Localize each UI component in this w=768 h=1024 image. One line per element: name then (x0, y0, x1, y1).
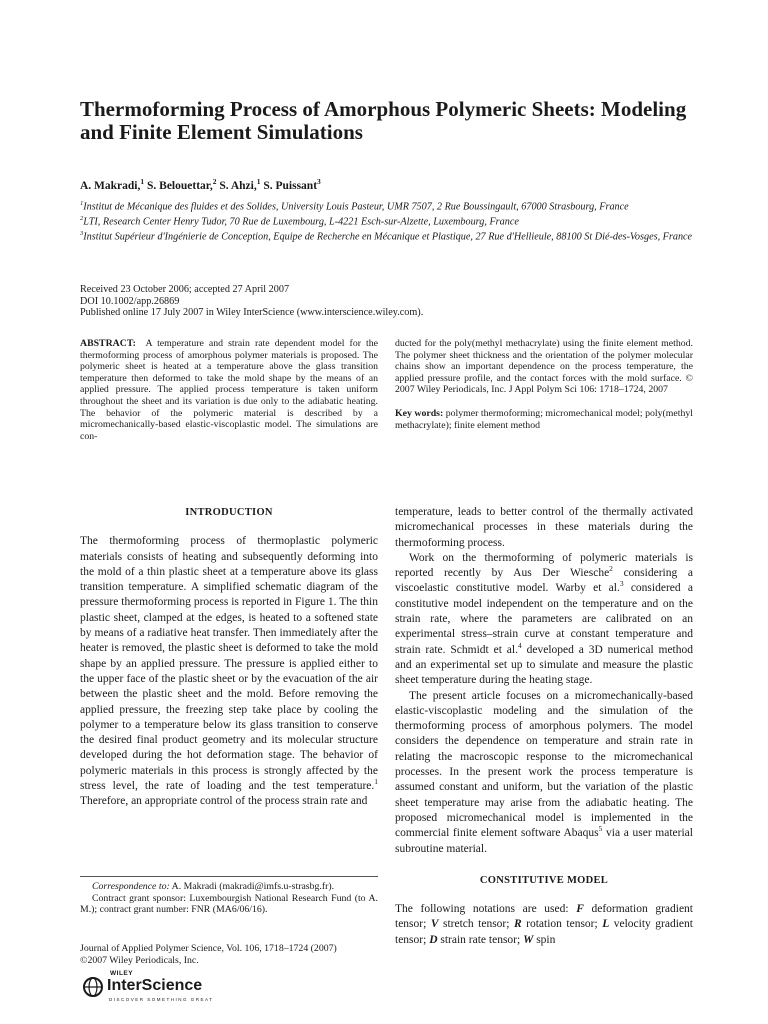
notation-paragraph (395, 902, 693, 948)
p2-sup-3: 4 (517, 640, 522, 650)
correspondence-line (80, 881, 378, 893)
author-1: A. Makradi, (80, 179, 141, 192)
intro-p1-sup: 1 (374, 777, 378, 787)
abstract-text-left: A temperature and strain rate dependent model for the thermoforming process of amorphous polymer materials is proposed. The polymeric sheet is heated at a temperature above the glass transition temperature then deformed to take the mold shape by the means of an applied pressure. The applied process temperature is taken uniform throughout the sheet and its variation is due only to the adiabatic heating. The behavior of the polymeric material is described by a micromechanically-based elastic-viscoplastic model. The simulations are con- (80, 338, 379, 442)
published-online: Published online 17 July 2007 in Wiley InterScience (www.interscience.wiley.com). (80, 307, 424, 318)
author-3-sup: 1 (256, 177, 261, 186)
affiliation-3 (80, 228, 700, 243)
p2-text-d: developed a 3D numerical method and an experimental set up to simulate and measure the plastic sheet temperature during the heating stage. (395, 643, 694, 687)
affiliation-1 (80, 198, 700, 213)
symbol-R: R (513, 918, 522, 931)
affiliation-2-text: LTI, Research Center Henry Tudor, 70 Rue de Luxembourg, L-4221 Esch-sur-Alzette, Luxembourg, France (83, 216, 519, 228)
affiliation-list (80, 198, 700, 243)
p3-text-b: via a user material subroutine material. (395, 827, 693, 855)
notation-text-d: rotation tensor; (521, 918, 603, 931)
intro-p1-text-a: The thermoforming process of thermoplastic polymeric materials consists of heating and subsequently deforming into the mold of a thin plastic sheet at a temperature above its glass transition temperature. A simplified schematic diagram of the pressure thermoforming process is reported in Figure 1. The thin plastic sheet, clamped at the edges, is heated to a softened state by means of a radiative heat transfer. Then immediately after the heater is removed, the plastic sheet is deformed to take the mold shape by an applied pressure. The pressure is applied either to the upper face of the plastic sheet or by the evacuation of the air between the plastic sheet and the mold. Before removing the applied pressure, the freezing step take place by cooling the polymer to a temperature below its glass transition to conserve the desired final product geometry and its molecular structure developed during the hot deformation stage. The behavior of polymeric materials in this process is strongly affected by the stress level, the rate of loading and the test temperature. (80, 535, 378, 793)
affiliation-2-sup: 2 (80, 214, 84, 222)
author-3: S. Ahzi, (219, 179, 257, 192)
abstract-label: ABSTRACT: (80, 338, 136, 349)
keywords-text: polymer thermoforming; micromechanical model; poly(methyl methacrylate); finite element method (395, 407, 693, 431)
intro-paragraph-2 (395, 551, 693, 689)
correspondence-text: A. Makradi (makradi@imfs.u-strasbg.fr). (169, 881, 335, 892)
abstract-left (80, 338, 378, 442)
intro-paragraph-1 (80, 534, 378, 809)
abstract-right (395, 338, 693, 431)
left-column (80, 505, 378, 810)
notation-text-a: The following notations are used: (395, 903, 577, 916)
affiliation-1-text: Institut de Mécanique des fluides et des Solides, University Louis Pasteur, UMR 7507, 2 Rue Boussingault, 67000 Strasbourg, France (83, 201, 629, 213)
logo-tagline: DISCOVER SOMETHING GREAT (109, 997, 214, 1002)
affiliation-1-sup: 1 (80, 200, 84, 207)
logo-wiley-text: WILEY (110, 970, 134, 977)
correspondence-footnote (80, 876, 378, 916)
author-1-sup: 1 (140, 177, 145, 186)
intro-p1-text-b: Therefore, an appropriate control of the process strain rate and (80, 795, 368, 808)
p2-sup-2: 3 (619, 579, 624, 589)
affiliation-2 (80, 213, 700, 228)
author-2-sup: 2 (212, 177, 217, 186)
keywords (395, 408, 693, 431)
publication-dates (80, 284, 700, 319)
keywords-label: Key words: (395, 407, 444, 419)
p2-sup-1: 2 (609, 564, 613, 574)
grant-sponsor: Contract grant sponsor: Luxembourgish National Research Fund (to A. M.); contract grant number: FNR (MA6/06/16). (80, 892, 378, 916)
author-list (80, 177, 700, 192)
journal-citation: Journal of Applied Polymer Science, Vol. 106, 1718–1724 (2007) (80, 943, 337, 954)
logo-interscience-text: InterScience (107, 977, 203, 994)
author-4-sup: 3 (317, 177, 321, 186)
paper-title: Thermoforming Process of Amorphous Polymeric Sheets: Modeling and Finite Element Simulations (80, 97, 687, 144)
affiliation-3-sup: 3 (80, 229, 84, 237)
p3-sup: 5 (598, 824, 603, 834)
notation-text-b: deformation gradient tensor; (395, 903, 694, 931)
p2-text-c: considered a constitutive model independent on the temperature and on the strain rate, where the parameters are calibrated on an experimental stress–strain curve at constant temperature and strain rate. Schmidt et al. (395, 582, 693, 656)
notation-text-g: spin (533, 933, 556, 946)
symbol-D: D (429, 933, 438, 946)
author-4: S. Puissant (263, 179, 318, 192)
introduction-heading: INTRODUCTION (185, 507, 273, 518)
doi: DOI 10.1002/app.26869 (80, 295, 180, 307)
symbol-V: V (430, 918, 439, 931)
symbol-W: W (523, 933, 534, 946)
notation-text-f: strain rate tensor; (437, 933, 524, 946)
journal-copyright: ©2007 Wiley Periodicals, Inc. (80, 954, 199, 966)
symbol-F: F (576, 903, 584, 916)
right-column (395, 505, 693, 948)
correspondence-label: Correspondence to: (92, 881, 170, 892)
notation-text-c: stretch tensor; (438, 918, 514, 931)
intro-paragraph-continued: temperature, leads to better control of the thermally activated micromechanical processes in these materials during the thermoforming process. (395, 506, 693, 549)
journal-info (80, 943, 378, 966)
p2-text-a: Work on the thermoforming of polymeric materials is reported recently by Aus Der Wiesche (395, 551, 693, 580)
constitutive-model-heading: CONSTITUTIVE MODEL (479, 874, 609, 886)
symbol-L: L (602, 918, 610, 931)
interscience-globe-icon (82, 976, 104, 998)
affiliation-3-text: Institut Supérieur d'Ingénierie de Conception, Equipe de Recherche en Mécanique et Plastique, 27 Rue d'Hellieule, 88100 St Dié-des-Vosges, France (83, 231, 693, 243)
abstract-text-right: ducted for the poly(methyl methacrylate) using the finite element method. The polymer sheet thickness and the orientation of the polymer molecular chains show an important dependence on the process temperature, the applied pressure profile, and the contact forces with the mold surface. © 2007 Wiley Periodicals, Inc. J Appl Polym Sci 106: 1718–1724, 2007 (395, 338, 693, 396)
wiley-interscience-logo (80, 970, 280, 1010)
p2-text-b: considering a viscoelastic constitutive model. Warby et al. (395, 567, 693, 595)
notation-text-e: velocity gradient tensor; (395, 918, 693, 946)
received-date: Received 23 October 2006; accepted 27 April 2007 (80, 284, 290, 295)
author-2: S. Belouettar, (147, 179, 213, 192)
p3-text-a: The present article focuses on a micromechanically-based elastic-viscoplastic modeling and the simulation of the thermoforming process of amorphous polymers. The model considers the dependence on temperature and strain rate in relating the macroscopic response to the micromechanical processes. In the present work the process temperature is assumed constant and uniform, but the variation of the plastic sheet temperature may arise from the adiabatic heating. The proposed micromechanical model is implemented in the commercial finite element software Abaqus (395, 689, 693, 840)
intro-paragraph-3 (395, 689, 693, 857)
